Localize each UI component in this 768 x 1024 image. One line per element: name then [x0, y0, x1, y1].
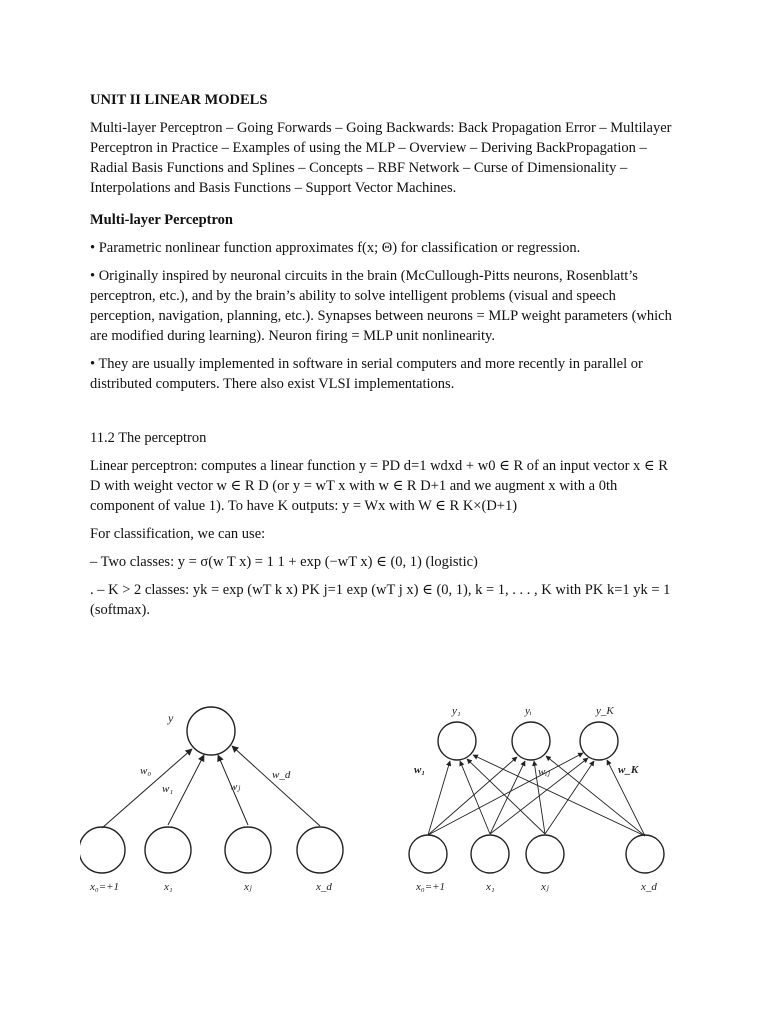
weight-edges [428, 753, 645, 836]
k-classes-formula: . – K > 2 classes: yk = exp (wT k x) PK j=1 exp (wT j x) ∈ (0, 1), k = 1, . . . , K with PK k=1 yk = 1 (softmax). [90, 582, 671, 618]
input-node [526, 835, 564, 873]
weight-label-wij: wᵢⱼ [538, 766, 550, 778]
weight-edge [232, 746, 320, 826]
weight-label-wd: w_d [272, 769, 291, 781]
two-classes-formula: – Two classes: y = σ(w T x) = 1 1 + exp (−wT x) ∈ (0, 1) (logistic) [90, 554, 478, 570]
output-label: y [168, 711, 174, 725]
output-label-yk: y_K [596, 705, 614, 717]
output-node [438, 722, 476, 760]
multi-output-perceptron-diagram [400, 700, 690, 900]
unit-topics: Multi-layer Perceptron – Going Forwards – Going Backwards: Back Propagation Error – Multilayer Perceptron in Practice – Examples of using the MLP – Overview – Deriving BackPropagation – Radial Basis Functions and Splines – Concepts – RBF Network – Curse of Dimensionality – Interpolations and Basis Functions – Support Vector Machines. [90, 120, 672, 196]
input-node [145, 827, 191, 873]
input-label-xd: x_d [641, 881, 657, 893]
weight-edge [102, 749, 192, 828]
output-label-y1: y₁ [452, 705, 461, 717]
weight-label-w0: w₀ [140, 765, 152, 777]
output-node [512, 722, 550, 760]
input-node [409, 835, 447, 873]
unit-title: UNIT II LINEAR MODELS [90, 92, 268, 108]
input-label-x1: x₁ [486, 881, 495, 893]
weight-label-w1: w₁ [414, 764, 426, 776]
weight-label-wj: wⱼ [230, 781, 241, 793]
single-output-perceptron-diagram [80, 700, 380, 900]
input-label-x0: x₀=+1 [416, 881, 446, 893]
weight-label-wk: w_K [618, 764, 639, 776]
input-node [225, 827, 271, 873]
bullet-1: • Parametric nonlinear function approximates f(x; Θ) for classification or regression. [90, 240, 581, 256]
input-node [471, 835, 509, 873]
section-title: 11.2 The perceptron [90, 430, 207, 446]
input-node [297, 827, 343, 873]
classification-intro: For classification, we can use: [90, 526, 266, 542]
input-node [80, 827, 125, 873]
bullet-2: • Originally inspired by neuronal circuits in the brain (McCullough-Pitts neurons, Rosenblatt’s perceptron, etc.), and by the brain’s ability to solve intelligent problems (visual and speech perception, navigation, planning, etc.). Synapses between neurons = MLP weight parameters (which are modified during learning). Neuron firing = MLP unit nonlinearity. [90, 268, 672, 344]
perceptron-paragraph: Linear perceptron: computes a linear function y = PD d=1 wdxd + w0 ∈ R of an input vector x ∈ R D with weight vector w ∈ R D (or y = wT x with w ∈ R D+1 and we augment x with a 0th component of value 1). To have K outputs: y = Wx with W ∈ R K×(D+1) [90, 458, 668, 514]
input-label-x1: x₁ [164, 881, 173, 893]
input-label-x0: x₀=+1 [90, 881, 120, 893]
input-label-xd: x_d [316, 881, 332, 893]
weight-label-w1: w₁ [162, 783, 174, 795]
output-node [580, 722, 618, 760]
input-label-xj: xⱼ [541, 881, 549, 893]
output-node [187, 707, 235, 755]
bullet-3: • They are usually implemented in software in serial computers and more recently in parallel or distributed computers. There also exist VLSI implementations. [90, 356, 643, 392]
perceptron-figures [80, 700, 690, 900]
document-body [90, 92, 680, 628]
mlp-heading: Multi-layer Perceptron [90, 212, 233, 228]
output-label-yi: yᵢ [525, 705, 532, 717]
input-label-xj: xⱼ [244, 881, 252, 893]
input-node [626, 835, 664, 873]
